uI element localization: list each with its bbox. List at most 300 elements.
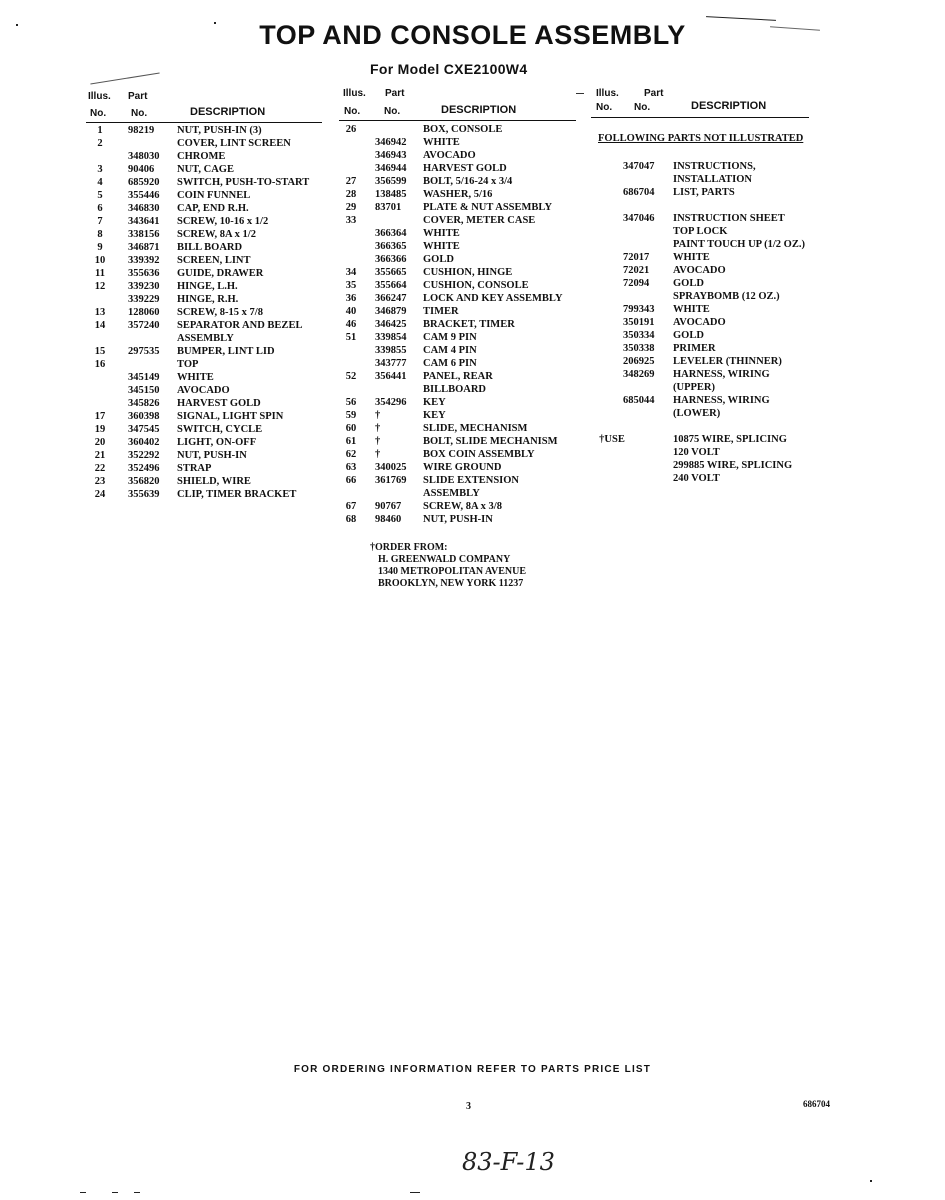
part-description: PANEL, REAR [423,371,493,382]
part-row [93,267,323,280]
part-row [343,136,579,149]
part-row [343,175,579,188]
part-number: 352292 [128,450,160,461]
part-description: HARVEST GOLD [177,398,261,409]
model-subtitle: For Model CXE2100W4 [370,61,528,77]
illus-number: 5 [97,190,103,201]
illus-number: 10 [94,255,106,266]
part-row [597,238,817,251]
illus-number: 22 [94,463,106,474]
part-number: 72017 [623,252,650,263]
illus-number: 33 [345,215,357,226]
part-number: 346425 [375,319,407,330]
part-row [343,292,579,305]
part-row [93,137,323,150]
part-row [343,201,579,214]
part-number: 72094 [623,278,650,289]
col1-description-header: DESCRIPTION [190,106,266,118]
part-row [597,225,817,238]
illus-number: 62 [345,449,357,460]
illus-number: 19 [94,424,106,435]
part-number: 366366 [375,254,407,265]
part-description: 299885 WIRE, SPLICING [673,460,793,471]
page-title: TOP AND CONSOLE ASSEMBLY [259,20,686,50]
illus-number: 59 [345,410,357,421]
order-from-block [370,542,526,590]
part-description: SLIDE EXTENSION [423,475,519,486]
part-description: BOLT, SLIDE MECHANISM [423,436,558,447]
illus-number: 68 [345,514,357,525]
col3-no2-header: No. [634,102,651,113]
part-number: 138485 [375,189,407,200]
part-description: BILL BOARD [177,242,243,253]
part-description: 120 VOLT [673,447,720,458]
part-row [93,163,323,176]
part-number: † [375,410,381,421]
illus-number: 56 [345,397,357,408]
part-description: CAM 4 PIN [423,345,477,356]
illus-number: 16 [94,359,106,370]
illus-number: 67 [345,501,357,512]
part-number: 355664 [375,280,407,291]
part-description: HINGE, L.H. [177,281,238,292]
part-row [343,188,579,201]
part-row [597,433,817,446]
illus-number: 17 [94,411,106,422]
part-description: INSTALLATION [673,174,752,185]
part-description: COIN FUNNEL [177,190,251,201]
part-row [343,149,579,162]
part-description: SLIDE, MECHANISM [423,423,528,434]
part-number: 348030 [128,151,160,162]
part-row [343,500,579,513]
part-row [597,407,817,420]
part-description: BOX COIN ASSEMBLY [423,449,535,460]
illus-number: 14 [94,320,106,331]
part-row [93,449,323,462]
part-number: 72021 [623,265,650,276]
part-row [343,240,579,253]
part-number: 297535 [128,346,160,357]
part-description: 240 VOLT [673,473,720,484]
part-row [93,462,323,475]
illus-number: 36 [345,293,357,304]
scan-mark [112,1192,118,1193]
part-row [597,342,817,355]
part-row [597,316,817,329]
part-row [343,513,579,526]
col2-part-header: Part [385,88,405,99]
part-row [343,162,579,175]
part-description: ASSEMBLY [177,333,234,344]
part-number: 360402 [128,437,160,448]
part-description: TIMER [423,306,459,317]
part-description: CLIP, TIMER BRACKET [177,489,297,500]
part-number: 338156 [128,229,160,240]
part-row [343,383,579,396]
part-number: 98219 [128,125,155,136]
part-number: 685044 [623,395,655,406]
illus-number: 28 [345,189,357,200]
col1-header-rule [86,122,322,123]
col3-illus-header: Illus. [596,88,619,99]
illus-number: 66 [345,475,357,486]
column-1-parts [93,124,323,501]
part-row [93,371,323,384]
illus-number: †USE [599,434,625,445]
illus-number: 40 [345,306,357,317]
column-2-parts [343,123,579,526]
part-number: 356820 [128,476,160,487]
part-row [597,368,817,381]
part-description: AVOCADO [177,385,230,396]
part-description: BILLBOARD [423,384,487,395]
part-number: 345149 [128,372,160,383]
part-row [597,459,817,472]
part-row [597,290,817,303]
part-row [93,423,323,436]
part-number: † [375,423,381,434]
part-row [93,241,323,254]
part-description: LIGHT, ON-OFF [177,437,257,448]
part-number: 345150 [128,385,160,396]
part-description: CUSHION, HINGE [423,267,513,278]
part-description: BOX, CONSOLE [423,124,503,135]
part-row [343,344,579,357]
part-number: 355446 [128,190,160,201]
part-number: 340025 [375,462,407,473]
part-number: 346944 [375,163,407,174]
scan-mark [576,93,584,94]
part-description: LOCK AND KEY ASSEMBLY [423,293,563,304]
illus-number: 12 [94,281,106,292]
part-number: 346942 [375,137,407,148]
part-description: WIRE GROUND [423,462,502,473]
order-from-line: †ORDER FROM: [370,542,448,553]
not-illustrated-heading: FOLLOWING PARTS NOT ILLUSTRATED [598,133,804,144]
part-description: HARVEST GOLD [423,163,507,174]
part-number: 347046 [623,213,655,224]
scan-mark [90,73,159,85]
part-row [93,475,323,488]
part-description: NUT, CAGE [177,164,234,175]
part-row [343,370,579,383]
part-description: WHITE [423,241,460,252]
part-description: COVER, LINT SCREEN [177,138,291,149]
part-number: † [375,436,381,447]
part-description: ASSEMBLY [423,488,480,499]
part-row [343,422,579,435]
part-number: 366365 [375,241,407,252]
scan-mark [16,24,18,26]
part-number: 685920 [128,177,160,188]
part-number: 357240 [128,320,160,331]
part-row [343,123,579,136]
part-description: NUT, PUSH-IN [177,450,247,461]
scan-mark [214,22,216,24]
part-row [343,461,579,474]
illus-number: 15 [94,346,106,357]
part-row [93,319,323,332]
part-row [343,305,579,318]
part-number: 345826 [128,398,160,409]
part-description: SCREW, 8-15 x 7/8 [177,307,263,318]
col2-header-rule [339,120,576,121]
part-number: 347545 [128,424,160,435]
part-row [93,332,323,345]
part-number: 339855 [375,345,407,356]
illus-number: 8 [97,229,103,240]
part-row [343,279,579,292]
order-from-line: BROOKLYN, NEW YORK 11237 [378,578,524,589]
part-description: SCREW, 8A x 1/2 [177,229,256,240]
part-description: PLATE & NUT ASSEMBLY [423,202,553,213]
part-row [93,150,323,163]
page-number: 3 [466,1101,471,1112]
part-row [93,176,323,189]
illus-number: 7 [97,216,103,227]
part-row [93,488,323,501]
part-number: 686704 [623,187,655,198]
scan-mark [870,1180,872,1182]
part-row [597,277,817,290]
part-description: BRACKET, TIMER [423,319,515,330]
part-row [343,227,579,240]
part-row [597,173,817,186]
part-number: 366247 [375,293,407,304]
part-row [597,160,817,173]
illus-number: 51 [345,332,357,343]
part-number: 339854 [375,332,407,343]
order-from-line: 1340 METROPOLITAN AVENUE [378,566,526,577]
part-description: HINGE, R.H. [177,294,239,305]
handwritten-note: 83-F-13 [462,1148,555,1176]
part-row [93,215,323,228]
illus-number: 23 [94,476,106,487]
part-number: † [375,449,381,460]
part-description: SWITCH, PUSH-TO-START [177,177,310,188]
part-description: CAM 9 PIN [423,332,477,343]
illus-number: 2 [97,138,103,149]
part-description: BOLT, 5/16-24 x 3/4 [423,176,513,187]
part-row [343,396,579,409]
illus-number: 4 [97,177,103,188]
document-number: 686704 [803,1099,830,1109]
part-row [597,251,817,264]
part-number: 348269 [623,369,655,380]
illus-number: 9 [97,242,103,253]
part-description: WHITE [177,372,214,383]
scan-mark [410,1192,420,1193]
part-row [597,381,817,394]
part-description: NUT, PUSH-IN (3) [177,125,262,136]
part-number: 339230 [128,281,160,292]
part-number: 339229 [128,294,160,305]
part-description: WHITE [673,304,710,315]
part-description: TOP [177,359,199,370]
illus-number: 1 [97,125,103,136]
part-row [597,446,817,459]
col1-no2-header: No. [131,108,148,119]
col3-header-rule [591,117,809,118]
part-row [93,228,323,241]
part-number: 343777 [375,358,407,369]
col1-no-header: No. [90,108,107,119]
col3-description-header: DESCRIPTION [691,100,767,112]
part-number: 356599 [375,176,407,187]
part-number: 360398 [128,411,160,422]
part-number: 356441 [375,371,407,382]
part-description: CHROME [177,151,226,162]
part-number: 361769 [375,475,407,486]
part-description: CUSHION, CONSOLE [423,280,529,291]
part-description: KEY [423,410,446,421]
part-description: CAM 6 PIN [423,358,477,369]
part-row [343,409,579,422]
part-number: 343641 [128,216,160,227]
part-description: PAINT TOUCH UP (1/2 OZ.) [673,239,805,250]
part-description: SIGNAL, LIGHT SPIN [177,411,284,422]
part-description: CAP, END R.H. [177,203,249,214]
part-row [93,189,323,202]
part-row [597,394,817,407]
part-row [343,214,579,227]
part-description: AVOCADO [673,317,726,328]
part-description: INSTRUCTION SHEET [673,213,785,224]
illus-number: 27 [345,176,357,187]
illus-number: 21 [94,450,106,461]
column-3-parts [597,160,817,485]
part-description: 10875 WIRE, SPLICING [673,434,787,445]
part-row [343,435,579,448]
part-row [93,202,323,215]
col2-description-header: DESCRIPTION [441,104,517,116]
part-description: SEPARATOR AND BEZEL [177,320,303,331]
part-description: INSTRUCTIONS, [673,161,756,172]
part-row [93,436,323,449]
part-row [597,264,817,277]
part-description: PRIMER [673,343,716,354]
part-row [597,472,817,485]
part-number: 98460 [375,514,402,525]
part-number: 355665 [375,267,407,278]
part-row [93,397,323,410]
part-number: 339392 [128,255,160,266]
order-from-line: H. GREENWALD COMPANY [378,554,511,565]
illus-number: 35 [345,280,357,291]
col2-illus-header: Illus. [343,88,366,99]
part-number: 355639 [128,489,160,500]
part-description: WHITE [673,252,710,263]
part-row [343,318,579,331]
part-row [93,306,323,319]
part-number: 346943 [375,150,407,161]
part-description: STRAP [177,463,212,474]
part-row [343,357,579,370]
part-row [343,331,579,344]
illus-number: 63 [345,462,357,473]
part-number: 350191 [623,317,655,328]
part-row [343,253,579,266]
part-description: GOLD [423,254,454,265]
part-description: LIST, PARTS [673,187,735,198]
part-number: 366364 [375,228,407,239]
illus-number: 11 [95,268,105,279]
scan-mark [80,1192,86,1193]
part-row [93,384,323,397]
part-number: 346871 [128,242,160,253]
part-description: SCREEN, LINT [177,255,251,266]
illus-number: 29 [345,202,357,213]
part-row [597,420,817,433]
part-number: 90767 [375,501,402,512]
part-number: 799343 [623,304,655,315]
part-description: LEVELER (THINNER) [673,356,782,367]
illus-number: 13 [94,307,106,318]
part-row [343,487,579,500]
part-number: 350338 [623,343,655,354]
part-number: 346830 [128,203,160,214]
part-description: GOLD [673,278,704,289]
col3-part-header: Part [644,88,664,99]
part-row [597,303,817,316]
part-number: 128060 [128,307,160,318]
part-row [93,410,323,423]
illus-number: 24 [94,489,106,500]
part-number: 83701 [375,202,402,213]
ordering-footer: FOR ORDERING INFORMATION REFER TO PARTS PRICE LIST [293,1064,652,1075]
part-description: SCREW, 8A x 3/8 [423,501,502,512]
part-description: COVER, METER CASE [423,215,536,226]
part-row [93,358,323,371]
part-row [93,345,323,358]
illus-number: 60 [345,423,357,434]
part-description: WHITE [423,137,460,148]
part-row [597,329,817,342]
illus-number: 3 [97,164,103,175]
part-row [343,474,579,487]
illus-number: 34 [345,267,357,278]
part-description: GUIDE, DRAWER [177,268,264,279]
part-description: NUT, PUSH-IN [423,514,493,525]
part-number: 347047 [623,161,655,172]
part-row [597,355,817,368]
illus-number: 46 [345,319,357,330]
part-number: 350334 [623,330,655,341]
part-number: 90406 [128,164,155,175]
part-number: 354296 [375,397,407,408]
col1-part-header: Part [128,91,148,102]
col2-no2-header: No. [384,106,401,117]
illus-number: 52 [345,371,357,382]
part-description: AVOCADO [423,150,476,161]
illus-number: 61 [345,436,357,447]
part-description: (LOWER) [673,408,721,419]
scan-mark [134,1192,140,1193]
part-row [93,280,323,293]
part-description: HARNESS, WIRING [673,369,770,380]
part-number: 346879 [375,306,407,317]
part-description: WHITE [423,228,460,239]
part-row [343,266,579,279]
col1-illus-header: Illus. [88,91,111,102]
illus-number: 26 [345,124,357,135]
illus-number: 6 [97,203,103,214]
part-description: SHIELD, WIRE [177,476,251,487]
part-row [93,293,323,306]
part-row [597,199,817,212]
part-row [343,448,579,461]
